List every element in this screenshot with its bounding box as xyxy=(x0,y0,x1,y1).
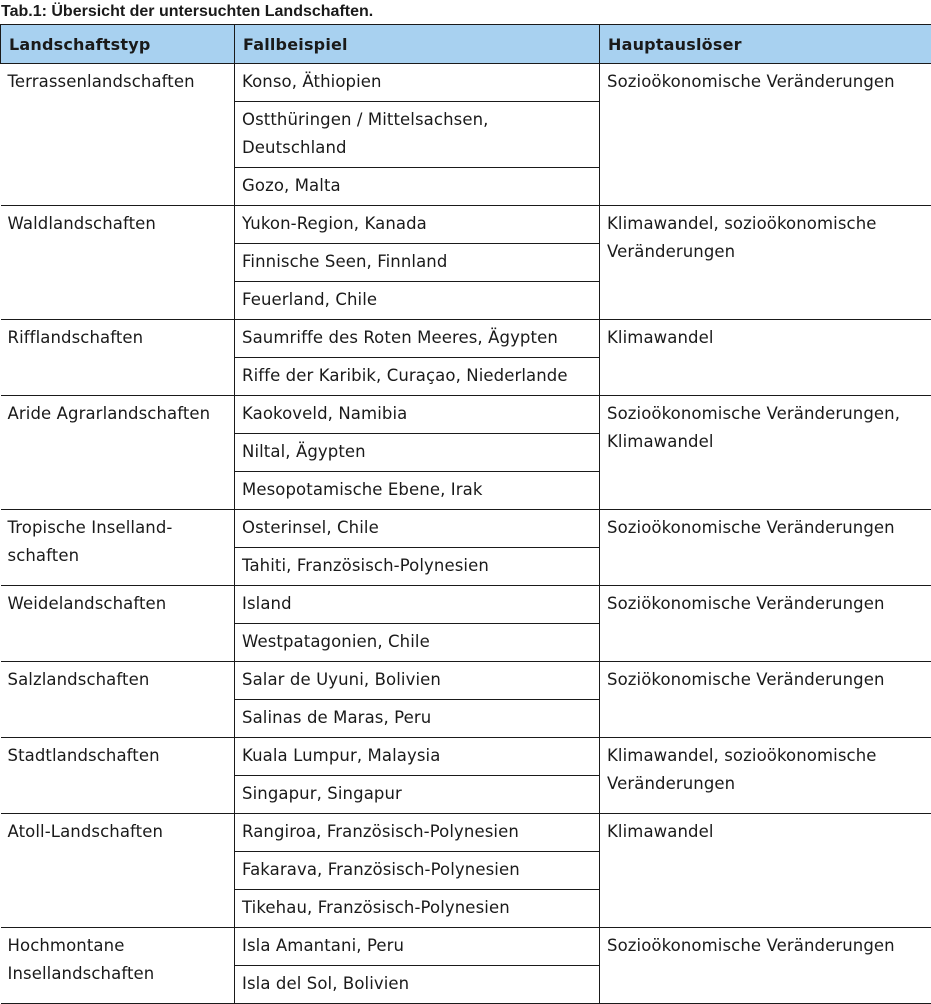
example-cell: Isla Amantani, Peru xyxy=(235,928,600,966)
example-cell: Westpatagonien, Chile xyxy=(235,624,600,662)
trigger-cell: Sozioökonomische Veränderungen xyxy=(600,928,931,1004)
trigger-cell: Klimawandel xyxy=(600,320,931,396)
example-cell: Finnische Seen, Finnland xyxy=(235,244,600,282)
trigger-cell: Sozioökonomische Veränderungen xyxy=(600,64,931,206)
table-row xyxy=(1,510,931,548)
landscape-type-cell: Atoll-Landschaften xyxy=(1,814,235,928)
table-row xyxy=(1,206,931,244)
example-cell: Fakarava, Französisch-Polynesien xyxy=(235,852,600,890)
table-header-row xyxy=(1,25,931,64)
example-cell: Ostthüringen / Mittelsachsen, Deutschland xyxy=(235,102,600,168)
trigger-cell: Sozioökonomische Veränderungen, Klimawandel xyxy=(600,396,931,510)
landscape-type-cell: Stadtlandschaften xyxy=(1,738,235,814)
example-cell: Osterinsel, Chile xyxy=(235,510,600,548)
landscape-type-cell: Weidelandschaften xyxy=(1,586,235,662)
landscape-type-cell: Terrassenlandschaften xyxy=(1,64,235,206)
example-cell: Kaokoveld, Namibia xyxy=(235,396,600,434)
landscape-type-cell: Aride Agrarlandschaften xyxy=(1,396,235,510)
example-cell: Feuerland, Chile xyxy=(235,282,600,320)
landscape-type-cell: Hochmontane Insellandschaften xyxy=(1,928,235,1004)
table-body xyxy=(1,64,931,1004)
landscape-table xyxy=(0,24,931,1004)
trigger-cell: Klimawandel, sozioökonomische Veränderungen xyxy=(600,738,931,814)
example-cell: Yukon-Region, Kanada xyxy=(235,206,600,244)
table-row xyxy=(1,738,931,776)
table-row xyxy=(1,396,931,434)
column-header-hauptausloeser: Hauptauslöser xyxy=(600,25,931,64)
table-row xyxy=(1,320,931,358)
example-cell: Salar de Uyuni, Bolivien xyxy=(235,662,600,700)
example-cell: Riffe der Karibik, Curaçao, Niederlande xyxy=(235,358,600,396)
table-row xyxy=(1,928,931,966)
example-cell: Gozo, Malta xyxy=(235,168,600,206)
example-cell: Singapur, Singapur xyxy=(235,776,600,814)
trigger-cell: Soziökonomische Veränderungen xyxy=(600,586,931,662)
example-cell: Isla del Sol, Bolivien xyxy=(235,966,600,1004)
example-cell: Tahiti, Französisch-Polynesien xyxy=(235,548,600,586)
landscape-type-cell: Waldlandschaften xyxy=(1,206,235,320)
example-cell: Tikehau, Französisch-Polynesien xyxy=(235,890,600,928)
table-caption: Tab.1: Übersicht der untersuchten Landschaften. xyxy=(0,0,931,24)
example-cell: Island xyxy=(235,586,600,624)
trigger-cell: Soziökonomische Veränderungen xyxy=(600,662,931,738)
landscape-type-cell: Tropische Inselland- schaften xyxy=(1,510,235,586)
example-cell: Konso, Äthiopien xyxy=(235,64,600,102)
table-row xyxy=(1,662,931,700)
trigger-cell: Klimawandel, sozioökonomische Veränderungen xyxy=(600,206,931,320)
example-cell: Niltal, Ägypten xyxy=(235,434,600,472)
table-row xyxy=(1,64,931,102)
example-cell: Salinas de Maras, Peru xyxy=(235,700,600,738)
trigger-cell: Sozioökonomische Veränderungen xyxy=(600,510,931,586)
table-row xyxy=(1,814,931,852)
trigger-cell: Klimawandel xyxy=(600,814,931,928)
example-cell: Saumriffe des Roten Meeres, Ägypten xyxy=(235,320,600,358)
column-header-landschaftstyp: Landschaftstyp xyxy=(1,25,235,64)
example-cell: Kuala Lumpur, Malaysia xyxy=(235,738,600,776)
example-cell: Mesopotamische Ebene, Irak xyxy=(235,472,600,510)
table-row xyxy=(1,586,931,624)
column-header-fallbeispiel: Fallbeispiel xyxy=(235,25,600,64)
landscape-type-cell: Salzlandschaften xyxy=(1,662,235,738)
example-cell: Rangiroa, Französisch-Polynesien xyxy=(235,814,600,852)
landscape-type-cell: Rifflandschaften xyxy=(1,320,235,396)
